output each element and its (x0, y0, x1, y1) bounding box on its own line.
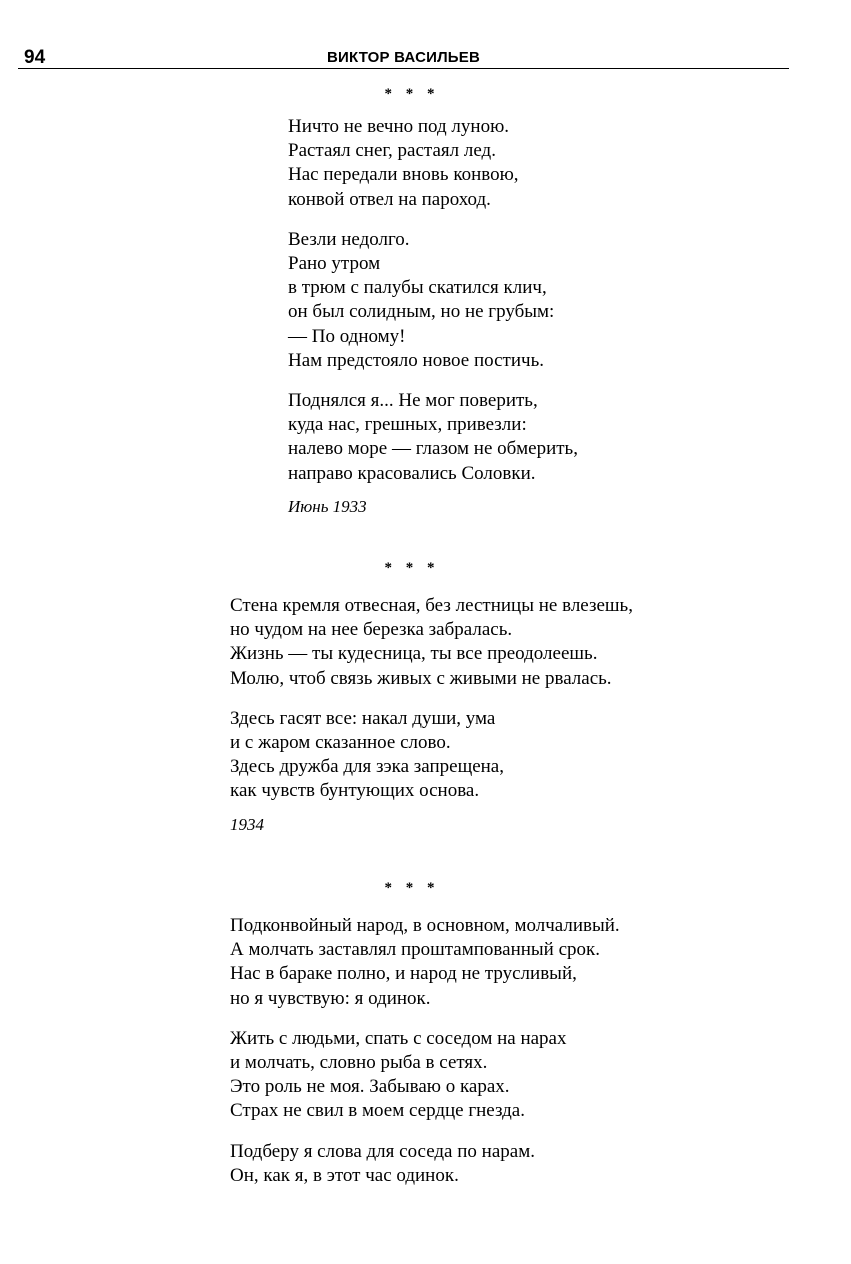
verse-line: Молю, чтоб связь живых с живыми не рвалась. (230, 667, 612, 689)
verse-line: Он, как я, в этот час одинок. (230, 1164, 459, 1186)
verse-line: Поднялся я... Не мог поверить, (288, 390, 538, 412)
verse-line: Подконвойный народ, в основном, молчаливый. (230, 915, 620, 936)
verse-line: Здесь дружба для зэка запрещена, (230, 756, 504, 778)
verse-line: А молчать заставлял проштампованный срок. (230, 939, 600, 961)
stanza (288, 228, 578, 373)
verse-line: Нас в бараке полно, и народ не трусливый, (230, 963, 577, 985)
stanza (230, 594, 633, 691)
poem-date: Июнь 1933 (288, 496, 367, 516)
verse-line: но чудом на нее березка забралась. (230, 619, 513, 641)
verse-line: Растаял снег, растаял лед. (288, 140, 496, 162)
verse-line: но я чувствую: я одинок. (230, 987, 431, 1009)
page-header (18, 46, 789, 69)
verse-line: направо красовались Соловки. (288, 462, 536, 484)
stanza (230, 1027, 620, 1124)
verse-line: как чувств бунтующих основа. (230, 780, 480, 802)
verse-line: Это роль не моя. Забываю о карах. (230, 1076, 510, 1098)
stanza (230, 1140, 620, 1188)
verse-line: конвой отвел на пароход. (288, 188, 491, 210)
verse-line: — По одному! (288, 325, 406, 347)
verse-line: Здесь гасят все: накал души, ума (230, 707, 496, 729)
verse-line: Страх не свил в моем сердце гнезда. (230, 1100, 525, 1122)
poem-date: 1934 (230, 814, 264, 834)
section-separator: * * * (384, 86, 440, 102)
stanza (230, 914, 620, 1011)
verse-line: куда нас, грешных, привезли: (288, 414, 527, 436)
verse-line: Подберу я слова для соседа по нарам. (230, 1140, 535, 1162)
verse-line: налево море — глазом не обмерить, (288, 438, 578, 460)
verse-line: Рано утром (288, 253, 381, 275)
section-separator: * * * (384, 560, 440, 576)
verse-line: и молчать, словно рыба в сетях. (230, 1052, 488, 1074)
verse-line: Ничто не вечно под луною. (288, 116, 510, 137)
verse-line: он был солидным, но не грубым: (288, 301, 555, 323)
stanza (288, 115, 578, 212)
verse-line: в трюм с палубы скатился клич, (288, 277, 547, 299)
verse-line: Нам предстояло новое постичь. (288, 349, 544, 371)
verse-line: Везли недолго. (288, 228, 410, 250)
poem-3 (230, 914, 620, 1188)
poem-2 (230, 594, 633, 836)
verse-line: и с жаром сказанное слово. (230, 732, 451, 754)
stanza (288, 389, 578, 486)
section-separator: * * * (384, 880, 440, 896)
verse-line: Стена кремля отвесная, без лестницы не влезешь, (230, 595, 633, 616)
verse-line: Нас передали вновь конвою, (288, 164, 519, 186)
stanza (230, 707, 633, 804)
verse-line: Жить с людьми, спать с соседом на нарах (230, 1027, 567, 1049)
running-title: ВИКТОР ВАСИЛЬЕВ (326, 49, 481, 66)
poem-1 (288, 115, 578, 518)
verse-line: Жизнь — ты кудесница, ты все преодолеешь. (230, 643, 598, 665)
page-number: 94 (24, 47, 46, 68)
